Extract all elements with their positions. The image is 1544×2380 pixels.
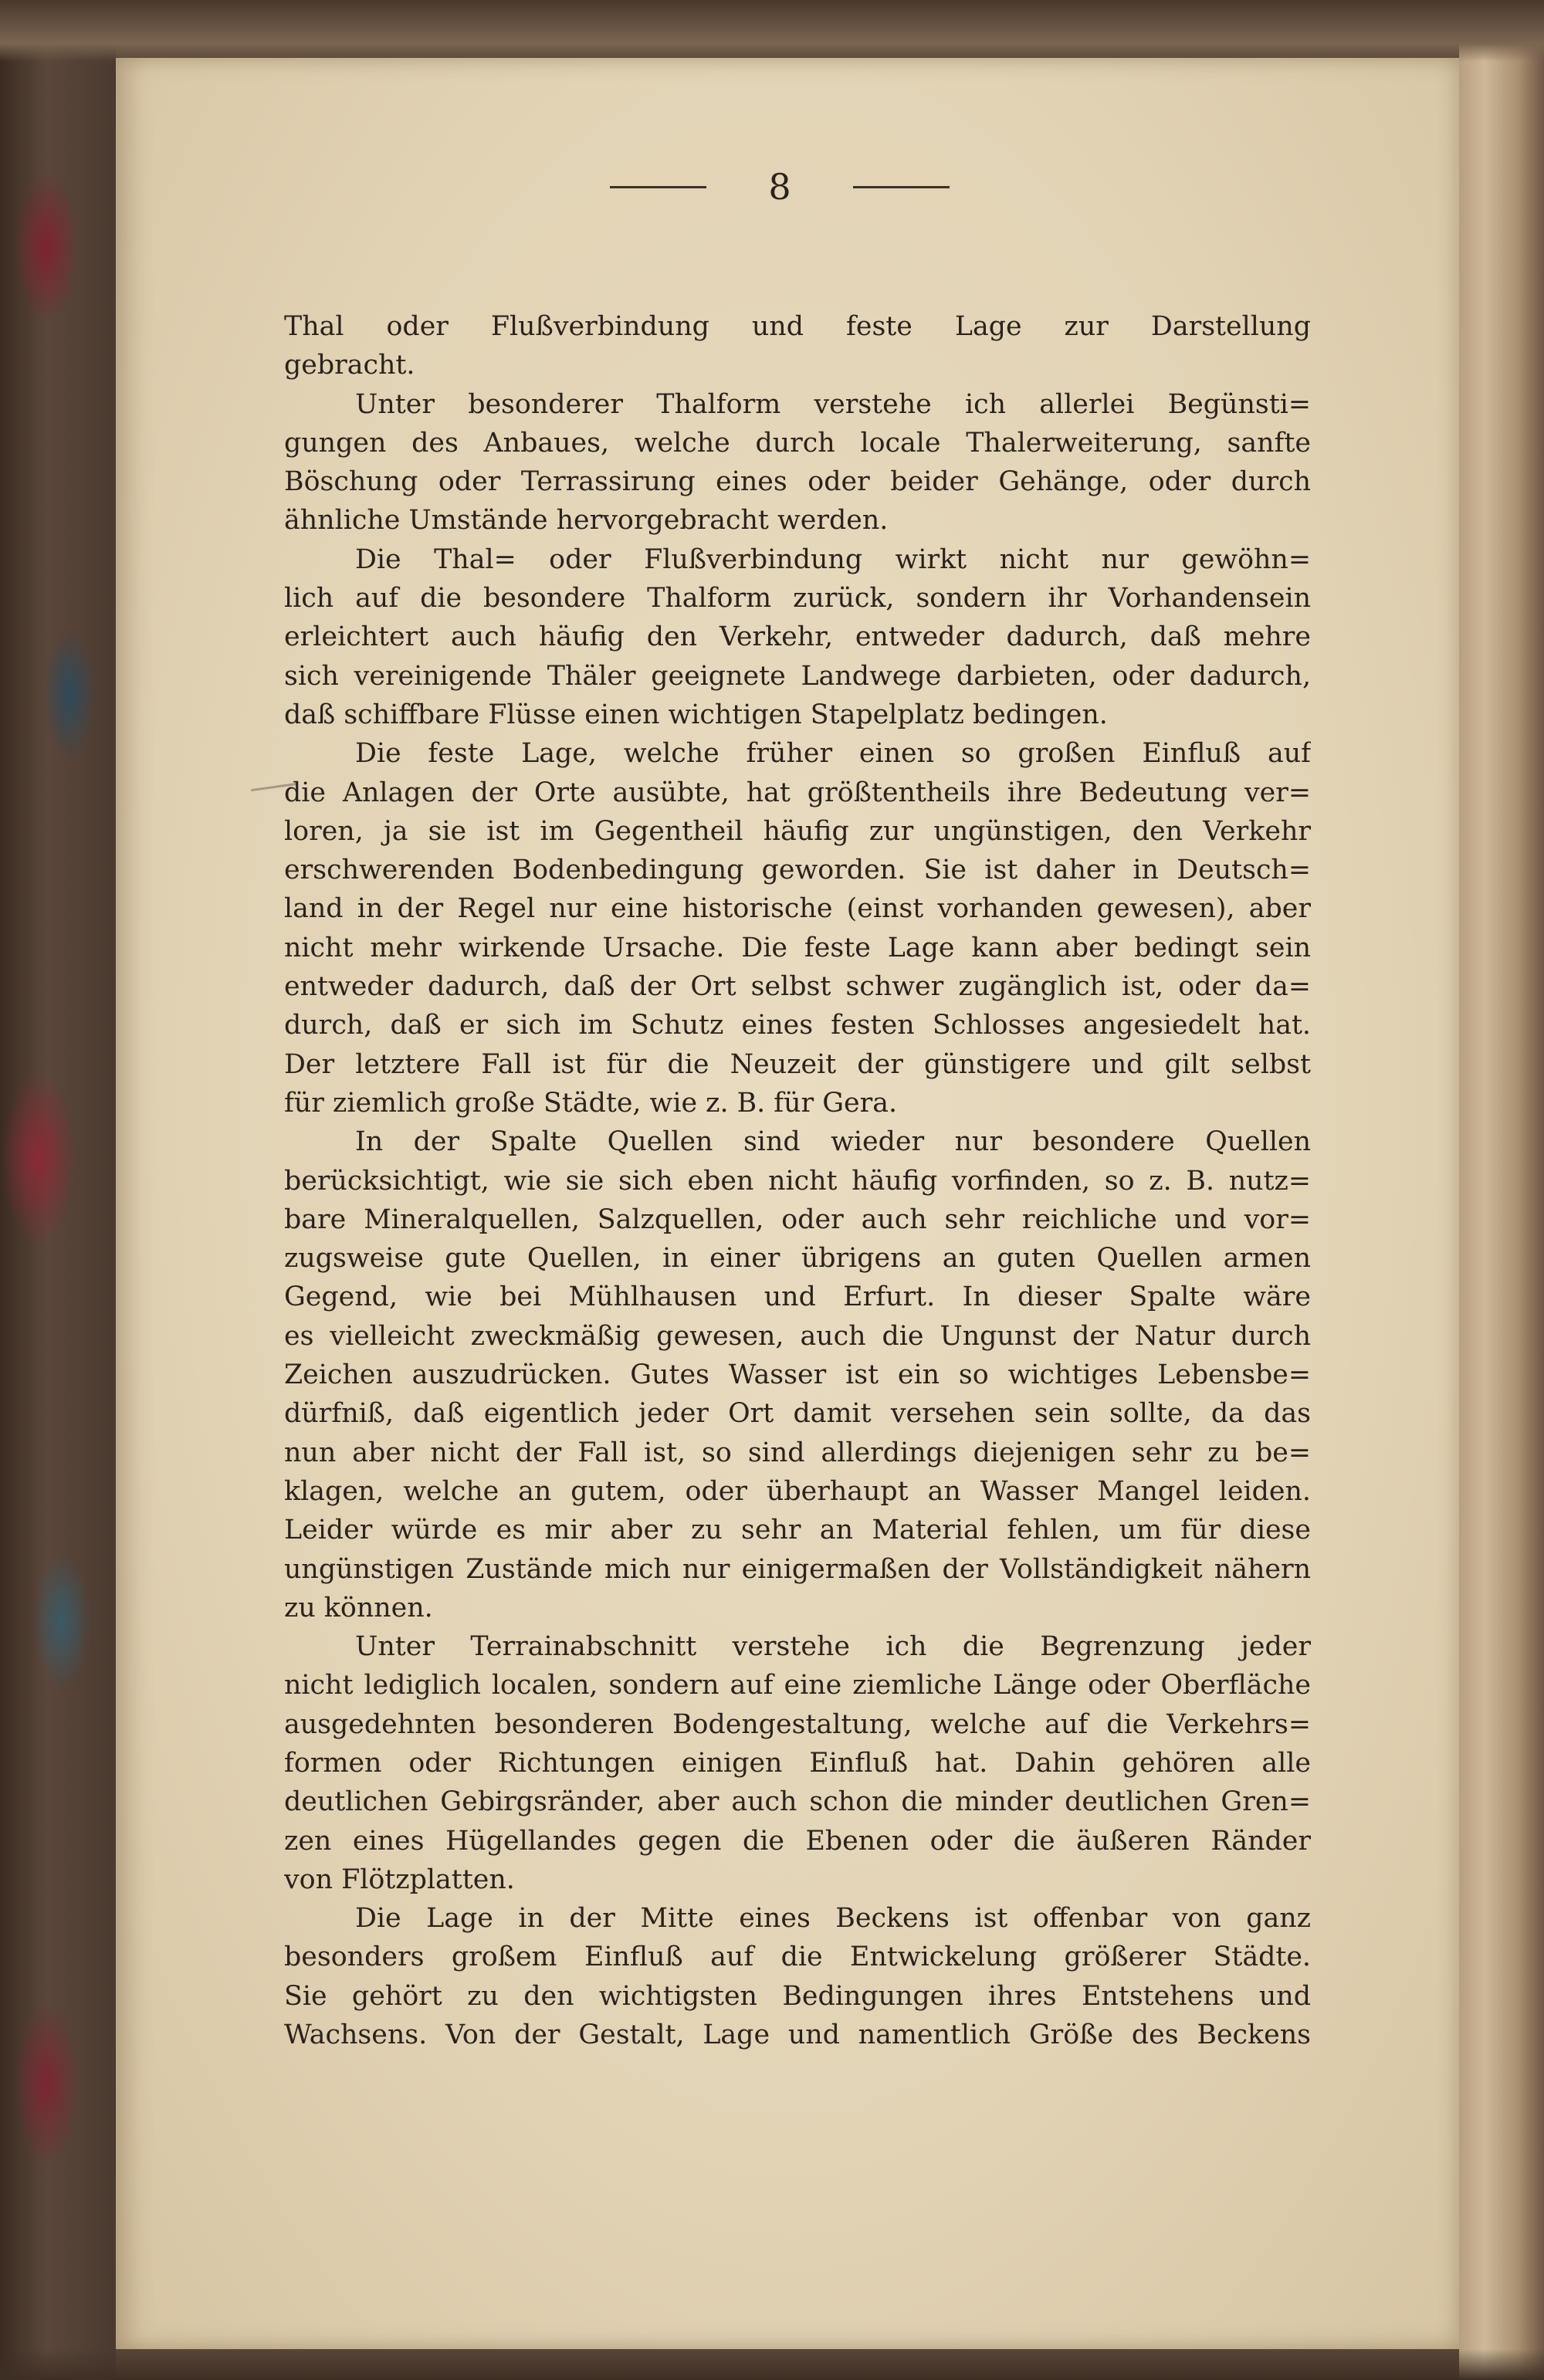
text-line: zugsweise gute Quellen, in einer übrigens an guten Quellen armen <box>284 1243 1311 1275</box>
text-line: entweder dadurch, daß der Ort selbst schwer zugänglich ist, oder da= <box>284 971 1311 1003</box>
text-line: Unter besonderer Thalform verstehe ich allerlei Begünsti= <box>355 388 1311 420</box>
text-line: Thal oder Flußverbindung und feste Lage zur Darstellung <box>284 311 1311 342</box>
text-line: die Anlagen der Orte ausübte, hat größtentheils ihre Bedeutung ver= <box>284 777 1311 808</box>
text-line: Unter Terrainabschnitt verstehe ich die Begrenzung jeder <box>355 1631 1311 1663</box>
page-header <box>610 164 950 210</box>
text-line: daß schiffbare Flüsse einen wichtigen Stapelplatz bedingen. <box>284 699 1108 730</box>
text-line: erleichtert auch häufig den Verkehr, entweder dadurch, daß mehre <box>284 621 1311 653</box>
text-line: gebracht. <box>284 350 415 381</box>
text-line: Wachsens. Von der Gestalt, Lage und namentlich Größe des Beckens <box>284 2019 1311 2051</box>
header-rule-left <box>610 186 706 188</box>
text-line: nicht mehr wirkende Ursache. Die feste Lage kann aber bedingt sein <box>284 932 1311 963</box>
text-line: Der letztere Fall ist für die Neuzeit der günstigere und gilt selbst <box>284 1048 1311 1080</box>
text-line: nun aber nicht der Fall ist, so sind allerdings diejenigen sehr zu be= <box>284 1437 1311 1468</box>
text-line: ähnliche Umstände hervorgebracht werden. <box>284 505 889 537</box>
text-line: loren, ja sie ist im Gegentheil häufig zur ungünstigen, den Verkehr <box>284 815 1311 847</box>
page-number: 8 <box>768 166 791 208</box>
text-line: für ziemlich große Städte, wie z. B. für Gera. <box>284 1087 898 1119</box>
text-line: land in der Regel nur eine historische (einst vorhanden gewesen), aber <box>284 893 1311 925</box>
text-line: In der Spalte Quellen sind wieder nur besondere Quellen <box>355 1126 1311 1158</box>
text-line: ausgedehnten besonderen Bodengestaltung, welche auf die Verkehrs= <box>284 1708 1311 1740</box>
text-line: berücksichtigt, wie sie sich eben nicht häufig vorfinden, so z. B. nutz= <box>284 1165 1311 1197</box>
text-line: dürfniß, daß eigentlich jeder Ort damit versehen sein sollte, da das <box>284 1398 1311 1430</box>
text-line: sich vereinigende Thäler geeignete Landwege darbieten, oder dadurch, <box>284 660 1311 692</box>
text-line: erschwerenden Bodenbedingung geworden. Sie ist daher in Deutsch= <box>284 855 1311 886</box>
text-line: Sie gehört zu den wichtigsten Bedingungen ihres Entstehens und <box>284 1980 1311 2012</box>
header-rule-right <box>853 186 950 188</box>
text-line: deutlichen Gebirgsränder, aber auch schon die minder deutlichen Gren= <box>284 1786 1311 1818</box>
bottom-cover-edge <box>0 2349 1544 2380</box>
text-line: gungen des Anbaues, welche durch locale Thalerweiterung, sanfte <box>284 427 1311 459</box>
text-line: Die feste Lage, welche früher einen so großen Einfluß auf <box>355 738 1311 770</box>
body-text <box>284 307 1311 2054</box>
text-line: durch, daß er sich im Schutz eines festen Schlosses angesiedelt hat. <box>284 1010 1311 1041</box>
text-line: formen oder Richtungen einigen Einfluß hat. Dahin gehören alle <box>284 1747 1311 1779</box>
text-line: es vielleicht zweckmäßig gewesen, auch die Ungunst der Natur durch <box>284 1320 1311 1352</box>
text-line: zu können. <box>284 1592 433 1623</box>
text-line: Böschung oder Terrassirung eines oder beider Gehänge, oder durch <box>284 466 1311 498</box>
text-line: zen eines Hügellandes gegen die Ebenen oder die äußeren Ränder <box>284 1825 1311 1857</box>
text-line: von Flötzplatten. <box>284 1864 515 1895</box>
text-line: Leider würde es mir aber zu sehr an Material fehlen, um für diese <box>284 1515 1311 1546</box>
text-line: Gegend, wie bei Mühlhausen und Erfurt. In dieser Spalte wäre <box>284 1281 1311 1313</box>
next-leaf-edge <box>1459 0 1544 2380</box>
text-line: besonders großem Einfluß auf die Entwickelung größerer Städte. <box>284 1942 1311 1973</box>
text-line: klagen, welche an gutem, oder überhaupt an Wasser Mangel leiden. <box>284 1475 1311 1507</box>
top-cover-edge <box>0 0 1544 62</box>
text-line: Zeichen auszudrücken. Gutes Wasser ist ein so wichtiges Lebensbe= <box>284 1359 1311 1391</box>
text-line: ungünstigen Zustände mich nur einigermaßen der Vollständigkeit nähern <box>284 1553 1311 1585</box>
text-line: lich auf die besondere Thalform zurück, sondern ihr Vorhandensein <box>284 583 1311 614</box>
text-line: Die Lage in der Mitte eines Beckens ist offenbar von ganz <box>355 1903 1311 1935</box>
text-line: nicht lediglich localen, sondern auf eine ziemliche Länge oder Oberfläche <box>284 1670 1311 1701</box>
text-line: bare Mineralquellen, Salzquellen, oder auch sehr reichliche und vor= <box>284 1204 1311 1235</box>
text-line: Die Thal= oder Flußverbindung wirkt nicht nur gewöhn= <box>355 543 1311 575</box>
book-binding <box>0 0 116 2380</box>
